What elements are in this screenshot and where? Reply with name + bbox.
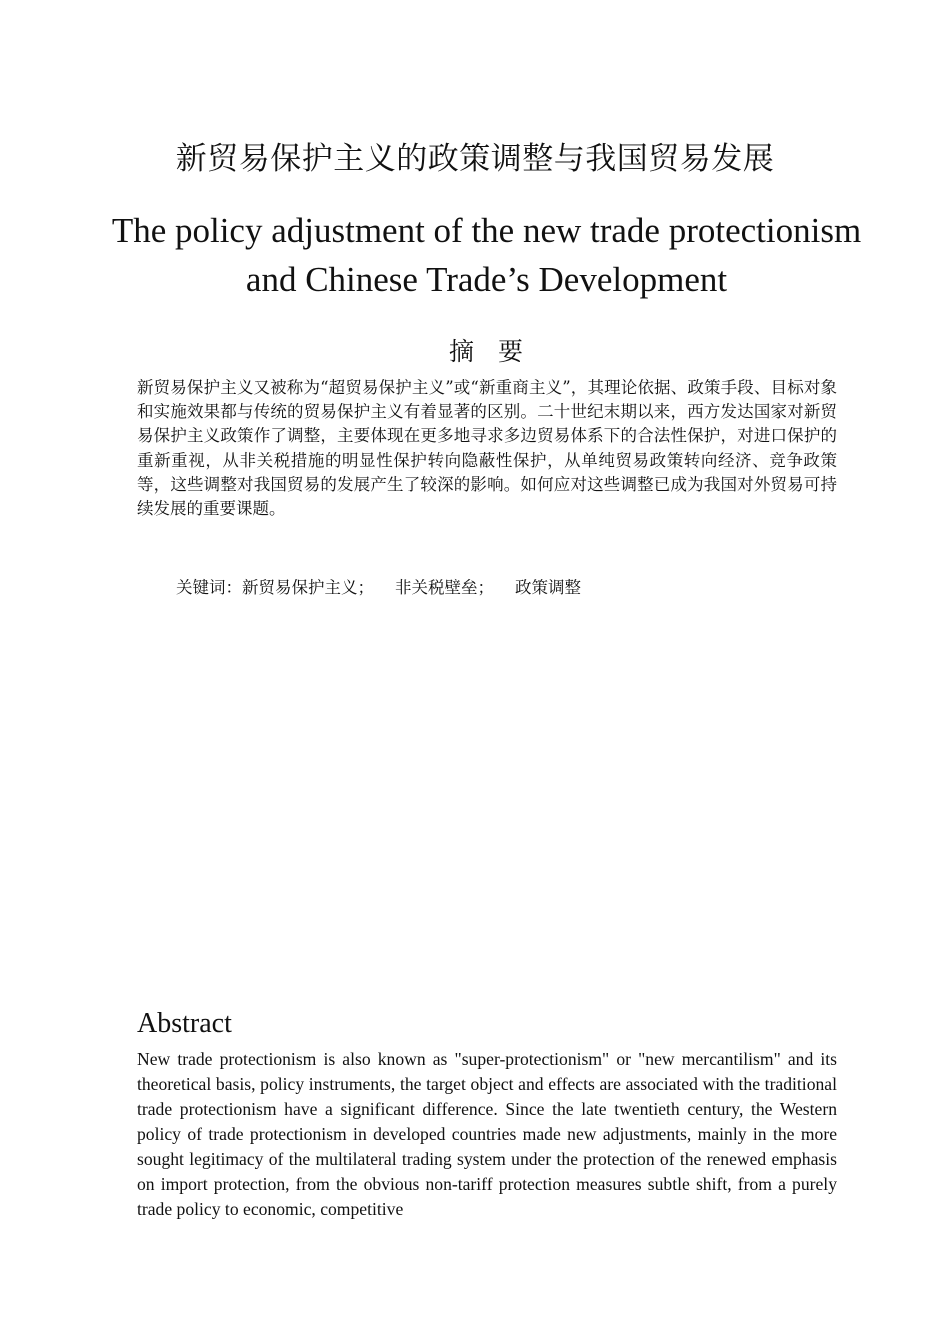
chinese-abstract-heading: 摘 要 [449, 337, 523, 366]
keyword-item: 新贸易保护主义； [242, 578, 374, 597]
keywords-label: 关键词： [176, 578, 242, 597]
english-title: The policy adjustment of the new trade protectionism and Chinese Trade’s Development [111, 211, 862, 299]
english-abstract-heading: Abstract [137, 1008, 232, 1039]
keyword-item: 政策调整 [514, 578, 581, 597]
chinese-abstract-body: 新贸易保护主义又被称为“超贸易保护主义”或“新重商主义”，其理论依据、政策手段、目标对象和实施效果都与传统的贸易保护主义有着显著的区别。二十世纪末期以来，西方发达国家对新贸易保护主义政策作了调整，主要体现在更多地寻求多边贸易体系下的合法性保护，对进口保护的重新重视，从非关税措施的明显性保护转向隐蔽性保护，从单纯贸易政策转向经济、竞争政策等，这些调整对我国贸易的发展产生了较深的影响。如何应对这些调整已成为我国对外贸易可持续发展的重要课题。 [137, 378, 837, 519]
keywords-line [176, 576, 816, 600]
english-abstract-body: New trade protectionism is also known as "super-protectionism" or "new mercantilism" and its theoretical basis, policy instruments, the target object and effects are associated with the traditional trade protectionism have a significant difference. Since the late twentieth century, the Western policy of trade protectionism in developed countries made new adjustments, mainly in the more sought legitimacy of the multilateral trading system under the protection of the renewed emphasis on import protection, from the obvious non-tariff protection measures subtle shift, from a purely trade policy to economic, competitive [137, 1049, 837, 1219]
chinese-title: 新贸易保护主义的政策调整与我国贸易发展 [175, 141, 775, 177]
keyword-item: 非关税壁垒； [394, 578, 494, 597]
